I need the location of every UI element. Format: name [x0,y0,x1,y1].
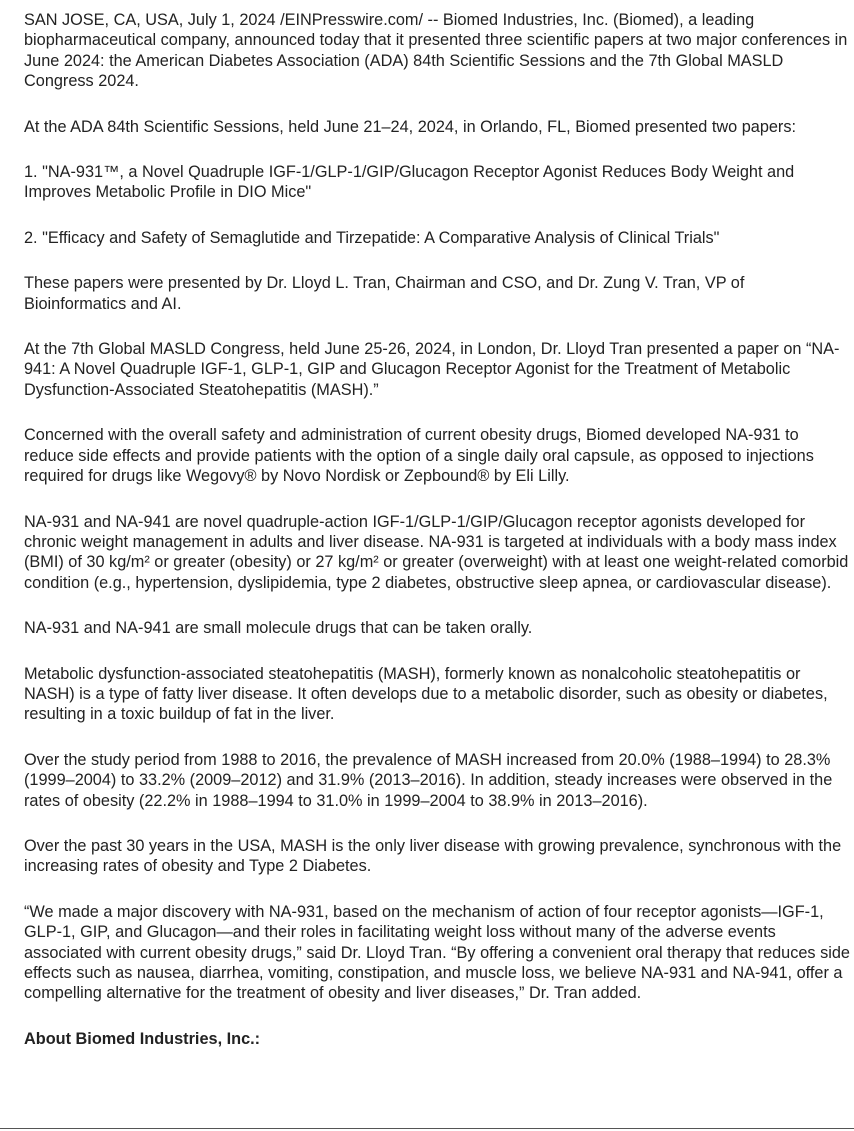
bottom-divider [0,1128,854,1129]
paragraph-agonists: NA-931 and NA-941 are novel quadruple-action IGF-1/GLP-1/GIP/Glucagon receptor agonists developed for chronic weight management in adults and liver disease. NA-931 is targeted at individuals with a body mass index (BMI) of 30 kg/m² or greater (obesity) or 27 kg/m² or greater (overweight) with at least one weight-related comorbid condition (e.g., hypertension, dyslipidemia, type 2 diabetes, obstructive sleep apnea, or cardiovascular disease). [24,512,849,592]
press-release-body [24,10,850,1049]
paragraph-paper-1: 1. "NA-931™, a Novel Quadruple IGF-1/GLP-1/GIP/Glucagon Receptor Agonist Reduces Body Weight and Improves Metabolic Profile in DIO Mice" [24,163,795,202]
paragraph-ada-sessions: At the ADA 84th Scientific Sessions, held June 21–24, 2024, in Orlando, FL, Biomed presented two papers: [24,117,797,136]
paragraph-usa-trend: Over the past 30 years in the USA, MASH is the only liver disease with growing prevalence, synchronous with the increasing rates of obesity and Type 2 Diabetes. [24,836,842,876]
paragraph-masld-congress: At the 7th Global MASLD Congress, held June 25-26, 2024, in London, Dr. Lloyd Tran presented a paper on “NA-941: A Novel Quadruple IGF-1, GLP-1, GIP and Glucagon Receptor Agonist for the Treatment of Metabolic Dysfunction-Associated Steatohepatitis (MASH).” [24,340,840,399]
paragraph-prevalence: Over the study period from 1988 to 2016, the prevalence of MASH increased from 20.0% (1988–1994) to 28.3% (1999–2004) to 33.2% (2009–2012) and 31.9% (2013–2016). In addition, steady increases were observed in the rates of obesity (22.2% in 1988–1994 to 31.0% in 1999–2004 to 38.9% in 2013–2016). [24,750,833,810]
section-heading-about: About Biomed Industries, Inc.: [24,1029,261,1048]
paragraph-oral-drugs: NA-931 and NA-941 are small molecule drugs that can be taken orally. [24,619,533,638]
paragraph-intro: SAN JOSE, CA, USA, July 1, 2024 /EINPresswire.com/ -- Biomed Industries, Inc. (Biomed), a leading biopharmaceutical company, announced today that it presented three scientific papers at two major conferences in June 2024: the American Diabetes Association (ADA) 84th Scientific Sessions and the 7th Global MASLD Congress 2024. [24,11,848,91]
paragraph-paper-2: 2. "Efficacy and Safety of Semaglutide and Tirzepatide: A Comparative Analysis of Clinical Trials" [24,228,720,247]
paragraph-mash-definition: Metabolic dysfunction-associated steatohepatitis (MASH), formerly known as nonalcoholic steatohepatitis or NASH) is a type of fatty liver disease. It often develops due to a metabolic disorder, such as obesity or diabetes, resulting in a toxic buildup of fat in the liver. [24,664,828,724]
paragraph-quote: “We made a major discovery with NA-931, based on the mechanism of action of four receptor agonists—IGF-1, GLP-1, GIP, and Glucagon—and their roles in facilitating weight loss without many of the adverse events associated with current obesity drugs,” said Dr. Lloyd Tran. “By offering a convenient oral therapy that reduces side effects such as nausea, diarrhea, vomiting, constipation, and muscle loss, we believe NA-931 and NA-941, offer a compelling alternative for the treatment of obesity and liver diseases,” Dr. Tran added. [24,902,850,1003]
paragraph-presenters: These papers were presented by Dr. Lloyd L. Tran, Chairman and CSO, and Dr. Zung V. Tran, VP of Bioinformatics and AI. [24,274,745,313]
paragraph-safety: Concerned with the overall safety and administration of current obesity drugs, Biomed developed NA-931 to reduce side effects and provide patients with the option of a single daily oral capsule, as opposed to injections required for drugs like Wegovy® by Novo Nordisk or Zepbound® by Eli Lilly. [24,426,814,486]
